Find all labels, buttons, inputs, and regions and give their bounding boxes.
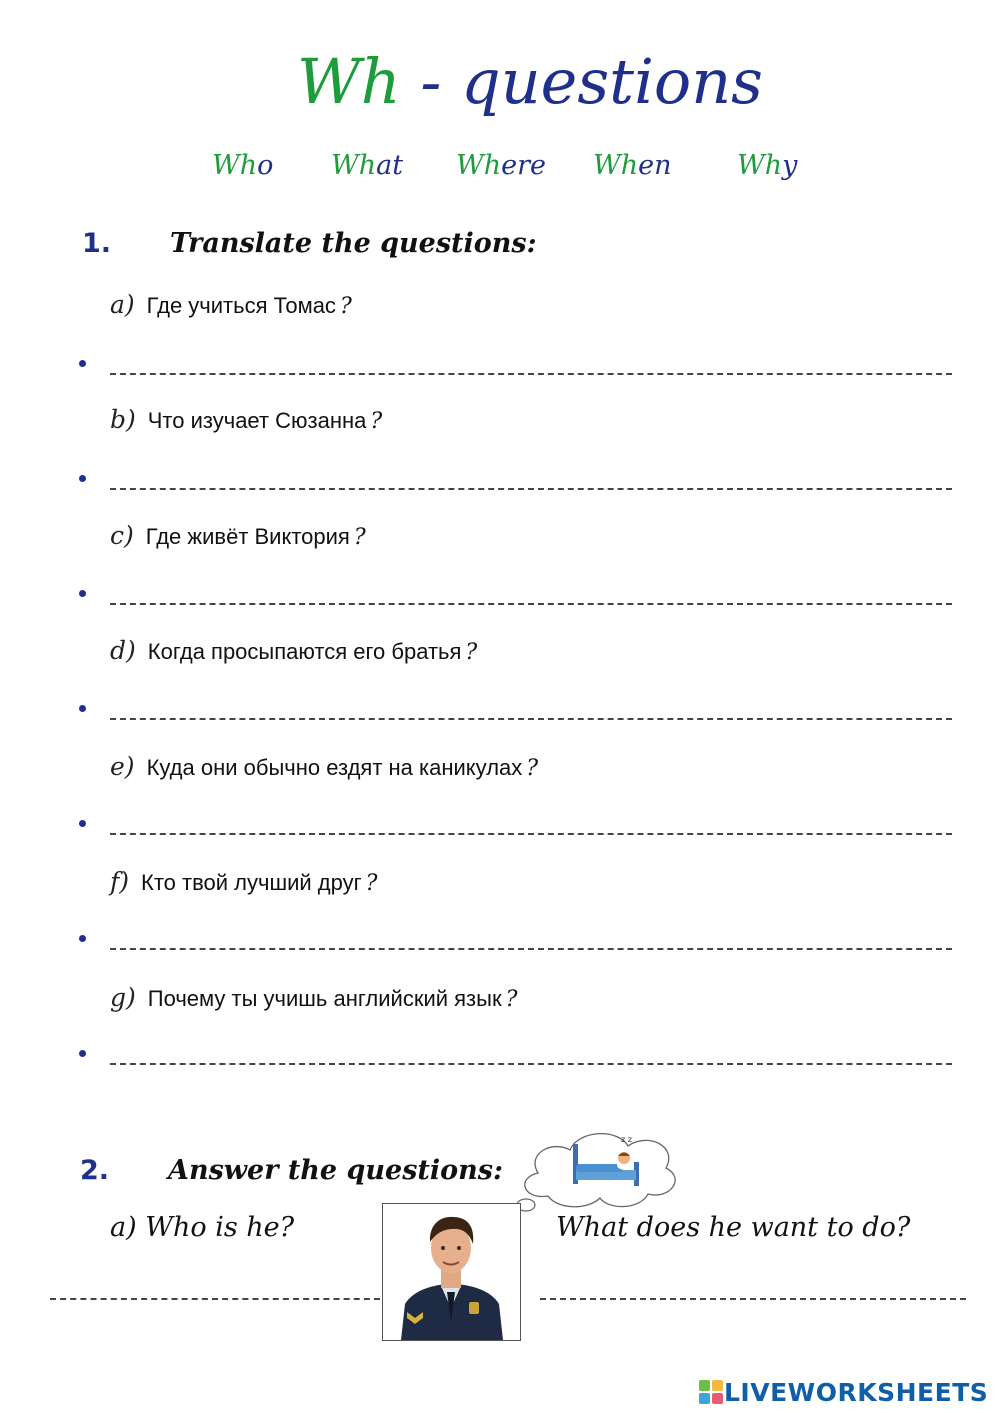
answer-line-s2b [540, 1298, 966, 1300]
question-mark: ? [465, 640, 478, 665]
answer-line-e [110, 833, 952, 835]
question-letter: e) [110, 752, 135, 781]
answer-line-g [110, 1063, 952, 1065]
answer-input-a[interactable] [112, 346, 956, 372]
question-text: Почему ты учишь английский язык [147, 986, 502, 1011]
answer-line-f [110, 948, 952, 950]
bullet-icon [79, 820, 86, 827]
section1-number: 1. [82, 228, 112, 259]
liveworksheets-logo-icon [698, 1379, 724, 1405]
word-what: What [331, 150, 404, 181]
answer-line-d [110, 718, 952, 720]
question-letter: f) [110, 867, 130, 896]
section2-number: 2. [80, 1155, 110, 1186]
word-where: Where [456, 150, 547, 181]
answer-input-c[interactable] [112, 576, 956, 602]
section2-heading: Answer the questions: [168, 1155, 503, 1186]
section2-question-b: What does he want to do? [556, 1212, 911, 1243]
answer-line-a [110, 373, 952, 375]
police-officer-icon [383, 1204, 520, 1340]
answer-input-b[interactable] [112, 461, 956, 487]
answer-line-s2a [50, 1298, 380, 1300]
question-mark: ? [339, 294, 352, 319]
answer-input-g[interactable] [112, 1036, 956, 1062]
question-text: Где живёт Виктория [145, 524, 350, 549]
question-text: Кто твой лучший друг [141, 870, 362, 895]
title-part-wh: Wh [297, 45, 401, 118]
question-letter: d) [110, 636, 136, 665]
question-mark: ? [370, 409, 383, 434]
question-text: Что изучает Сюзанна [147, 408, 367, 433]
question-letter: b) [110, 405, 136, 434]
question-f [110, 867, 377, 899]
question-c [110, 521, 366, 553]
word-who: Who [212, 150, 274, 181]
worksheet-title [0, 42, 1000, 122]
question-b [110, 405, 382, 437]
police-officer-photo [382, 1203, 521, 1341]
question-mark: ? [505, 987, 518, 1012]
question-letter: a) [110, 290, 135, 319]
answer-input-s2a[interactable] [52, 1270, 384, 1296]
question-text: Когда просыпаются его братья [147, 639, 462, 664]
bullet-icon [79, 475, 86, 482]
logo-text: LIVEWORKSHEETS [724, 1377, 989, 1407]
liveworksheets-logo[interactable] [698, 1376, 988, 1408]
bullet-icon [79, 360, 86, 367]
bullet-icon [79, 1050, 86, 1057]
answer-line-b [110, 488, 952, 490]
word-why: Why [737, 150, 798, 181]
section2-question-a: a) Who is he? [110, 1212, 295, 1243]
question-e [110, 752, 538, 784]
question-mark: ? [365, 871, 378, 896]
word-when: When [593, 150, 672, 181]
answer-line-c [110, 603, 952, 605]
bullet-icon [79, 590, 86, 597]
bullet-icon [79, 705, 86, 712]
title-separator: - [400, 45, 462, 118]
answer-input-d[interactable] [112, 691, 956, 717]
section1-heading: Translate the questions: [170, 228, 537, 259]
question-text: Куда они обычно ездят на каникулах [146, 755, 523, 780]
svg-text:z z: z z [621, 1135, 632, 1144]
question-mark: ? [526, 756, 539, 781]
question-text: Где учиться Томас [146, 293, 336, 318]
title-part-questions: questions [461, 45, 763, 118]
question-letter: g) [110, 983, 136, 1012]
answer-input-s2b[interactable] [542, 1270, 970, 1296]
question-mark: ? [353, 525, 366, 550]
question-g [110, 983, 517, 1015]
answer-input-f[interactable] [112, 921, 956, 947]
question-letter: c) [110, 521, 134, 550]
question-d [110, 636, 477, 668]
question-a [110, 290, 352, 322]
answer-input-e[interactable] [112, 806, 956, 832]
bullet-icon [79, 935, 86, 942]
